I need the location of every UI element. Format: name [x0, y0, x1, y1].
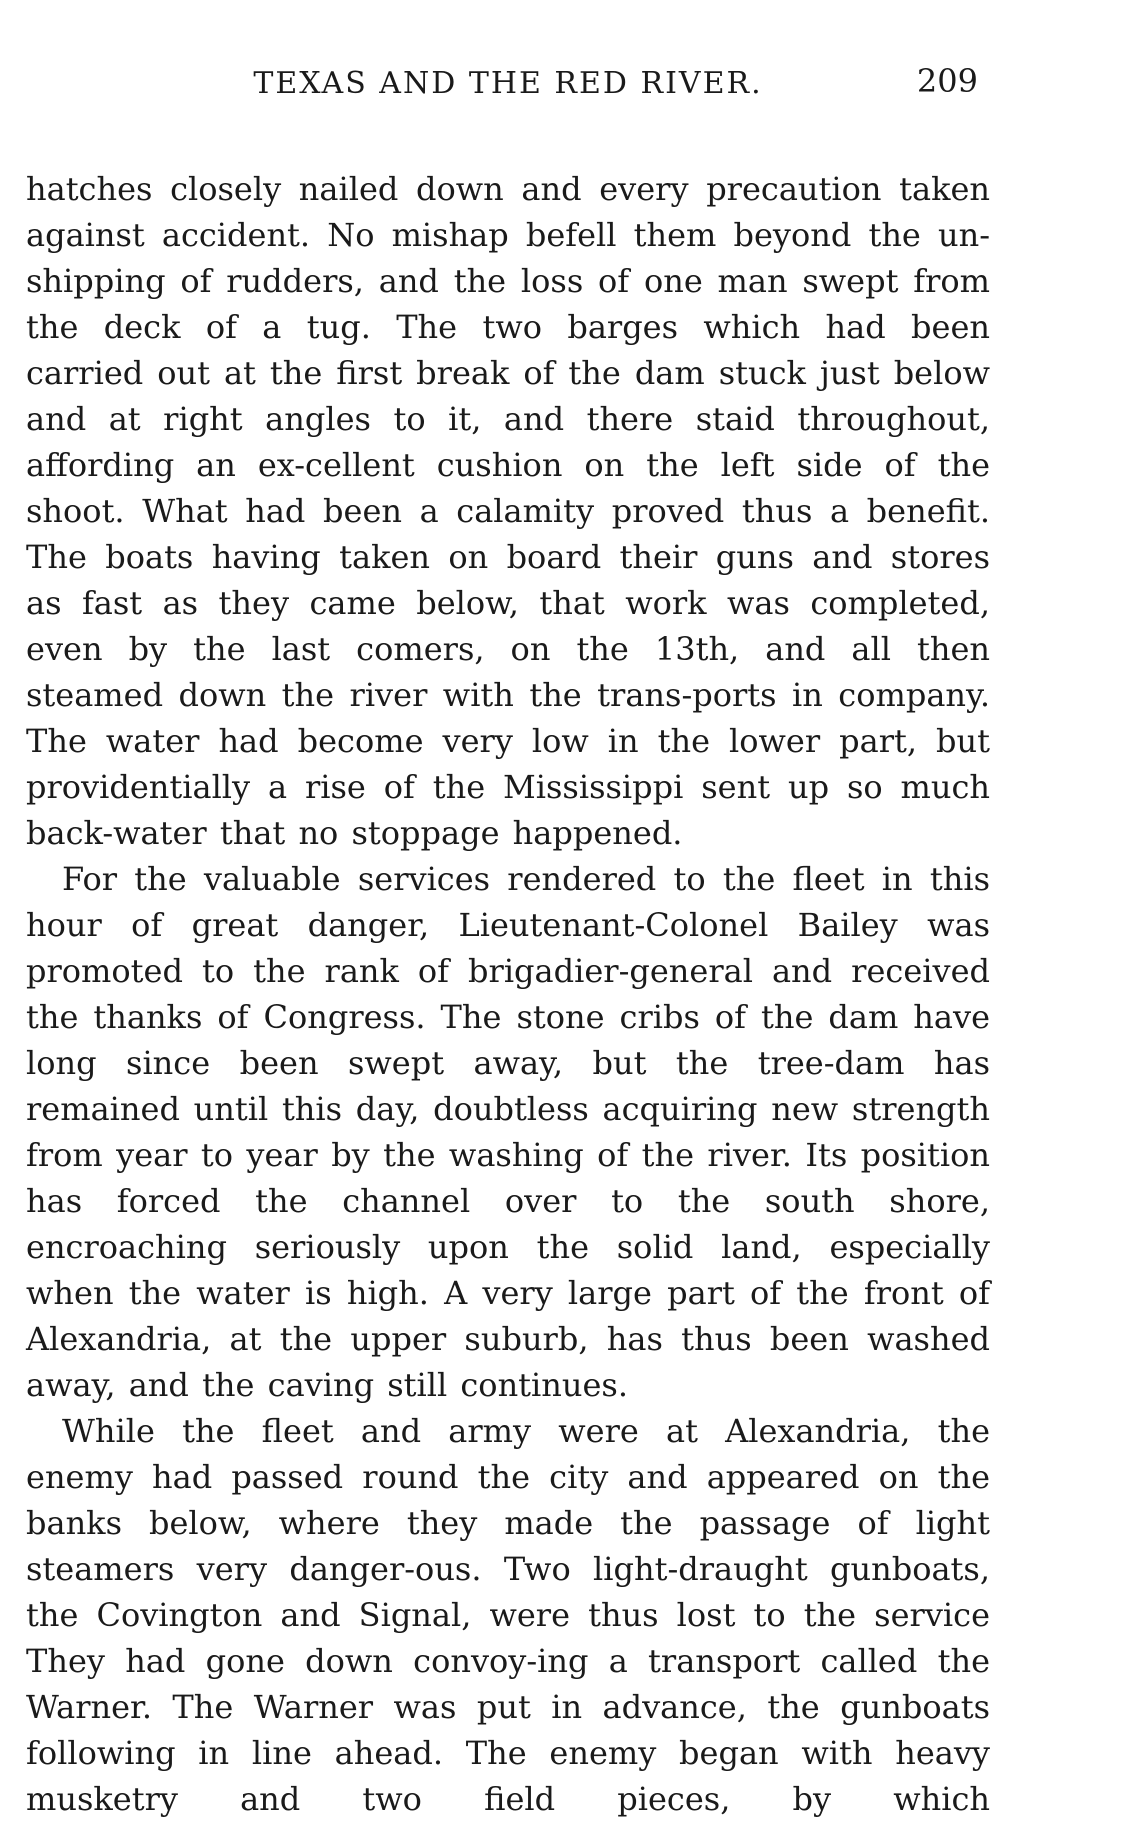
paragraph-2: For the valuable services rendered to the fleet in this hour of great danger, Lieutenant-Colonel Bailey was promoted to the rank of brigadier-general and received the thanks of Congress. The stone cribs of the dam have long since been swept away, but the tree-dam has remained until this day, doubtless acquiring new strength from year to year by the washing of the river. Its position has forced the channel over to the south shore, encroaching seriously upon the solid land, especially when the water is high. A very large part of the front of Alexandria, at the upper suburb, has thus been washed away, and the caving still continues. — [26, 860, 990, 1404]
running-head: TEXAS AND THE RED RIVER. — [253, 66, 763, 101]
page-body — [26, 166, 990, 1822]
page-header — [26, 56, 990, 116]
paragraph-3: While the fleet and army were at Alexandria, the enemy had passed round the city and appeared on the banks below, where they made the passage of light steamers very danger-ous. Two light-draught gunboats, the Covington and Signal, were thus lost to the service They had gone down convoy-ing a transport called the Warner. The Warner was put in advance, the gunboats following in line ahead. The enemy began with heavy musketry and two field pieces, by which — [26, 1412, 990, 1818]
paragraph-1: hatches closely nailed down and every precaution taken against accident. No mishap befell them beyond the un-shipping of rudders, and the loss of one man swept from the deck of a tug. The two barges which had been carried out at the first break of the dam stuck just below and at right angles to it, and there staid throughout, affording an ex-cellent cushion on the left side of the shoot. What had been a calamity proved thus a benefit. The boats having taken on board their guns and stores as fast as they came below, that work was completed, even by the last comers, on the 13th, and all then steamed down the river with the trans-ports in company. The water had become very low in the lower part, but providentially a rise of the Mississippi sent up so much back-water that no stoppage happened. — [26, 170, 990, 852]
page-number: 209 — [916, 62, 978, 100]
book-page — [26, 56, 990, 1818]
